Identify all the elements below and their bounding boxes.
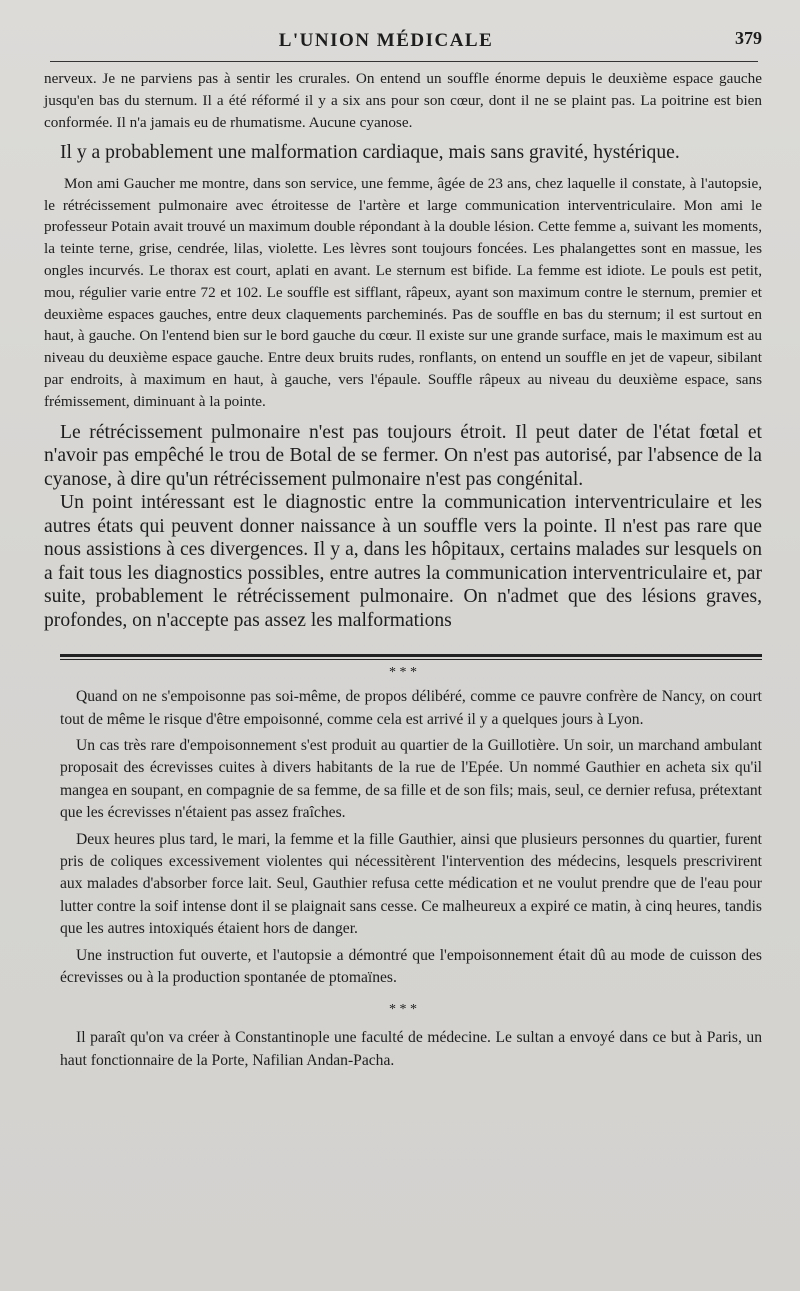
article-paragraph-3: Mon ami Gaucher me montre, dans son service, une femme, âgée de 23 ans, chez laquelle il constate, à l'autopsie, le rétrécissement pulmonaire avec étroitesse de l'artère et large communication interventriculaire. Mon ami le professeur Potain avait trouvé un maximum double répondant à la double lésion. Cette femme a, suivant les moments, la teinte terne, grise, cendrée, lilas, violette. Les lèvres sont toujours foncées. Les phalangettes sont en massue, les ongles incurvés. Le thorax est court, aplati en avant. Le sternum est bifide. La femme est idiote. Le pouls est petit, mou, régulier varie entre 72 et 102. Le souffle est sifflant, râpeux, ayant son maximum contre le sternum, premier et deuxième espaces gauches, entre deux claquements parcheminés. Pas de souffle en bas du sternum; il est surtout en haut, à gauche. On l'entend bien sur le bord gauche du cœur. Il existe sur une grande surface, mais le maximum est au niveau du deuxième espace gauche. Entre deux bruits rudes, ronflants, on entend un souffle en jet de vapeur, sibilant par endroits, à maximum en haut, à gauche, vers l'épaule. Souffle râpeux au niveau du deuxième espace, sans frémissement, diminuant à la pointe.	[44, 174, 762, 410]
page-number: 379	[735, 28, 762, 48]
note-paragraph-2: Un cas très rare d'empoisonnement s'est produit au quartier de la Guillotière. Un soir, un marchand ambulant proposait des écrevisses cuites à divers habitants de la rue de l'Epée. Un nommé Gauthier en acheta six qu'il mangea en soupant, en compagnie de sa femme, de sa fille et de son fils; mais, seul, ce dernier refusa, prétextant que les écrevisses n'étaient pas assez fraîches.	[60, 736, 762, 822]
note-paragraph-4: Une instruction fut ouverte, et l'autopsie a démontré que l'empoisonnement était dû au mode de cuisson des écrevisses ou à la production spontanée de ptomaïnes.	[60, 946, 762, 987]
section-stars-2: * * *	[389, 1002, 417, 1018]
note-paragraph-3: Deux heures plus tard, le mari, la femme et la fille Gauthier, ainsi que plusieurs personnes du quartier, furent pris de coliques excessivement violentes qui nécessitèrent l'intervention des médecins, lesquels prescrivirent aux malades d'absorber force lait. Seul, Gauthier refusa cette médication et ne voulut prendre que de l'eau pour lutter contre la soif intense dont il se plaignait sans cesse. Ce malheureux a expiré ce matin, à cinq heures, tandis que les autres intoxiqués étaient hors de danger.	[60, 830, 762, 938]
article-paragraph-1: nerveux. Je ne parviens pas à sentir les crurales. On entend un souffle énorme depuis le deuxième espace gauche jusqu'en bas du sternum. Il a été réformé il y a six ans pour son cœur, dont il ne se plaint pas. La poitrine est bien conformée. Il n'a jamais eu de rhumatisme. Aucune cyanose.	[44, 70, 762, 131]
note-paragraph-5: Il paraît qu'on va créer à Constantinople une faculté de médecine. Le sultan a envoyé dans ce but à Paris, un haut fonctionnaire de la Porte, Nafilian Andan-Pacha.	[60, 1029, 762, 1069]
page-header	[44, 26, 762, 60]
article-paragraph-5: Un point intéressant est le diagnostic entre la communication interventriculaire et les autres états qui peuvent donner naissance à un souffle vers la pointe. Il n'est pas rare que nous assistions à ces divergences. Il y a, dans les hôpitaux, certains malades sur lesquels on a fait tous les diagnostics possibles, entre autres la communication interventriculaire et, par suite, probablement le rétrécissement pulmonaire. On n'admet que des lésions graves, profondes, on n'accepte pas assez les malformations	[44, 492, 762, 631]
header-rule	[50, 61, 758, 62]
journal-title: L'UNION MÉDICALE	[278, 30, 494, 51]
section-stars-1: * * *	[389, 665, 417, 681]
page-body	[44, 68, 762, 1072]
section-divider	[60, 654, 762, 660]
note-paragraph-1: Quand on ne s'empoisonne pas soi-même, de propos délibéré, comme ce pauvre confrère de Nancy, on court tout de même le risque d'être empoisonné, comme cela est arrivé il y a quelques jours à Lyon.	[60, 688, 762, 728]
article-paragraph-2: Il y a probablement une malformation cardiaque, mais sans gravité, hystérique.	[60, 142, 680, 164]
article-paragraph-4: Le rétrécissement pulmonaire n'est pas toujours étroit. Il peut dater de l'état fœtal et n'avoir pas empêché le trou de Botal de se fermer. On n'est pas autorisé, par l'absence de la cyanose, à dire qu'un rétrécissement pulmonaire n'est pas congénital.	[44, 421, 762, 490]
